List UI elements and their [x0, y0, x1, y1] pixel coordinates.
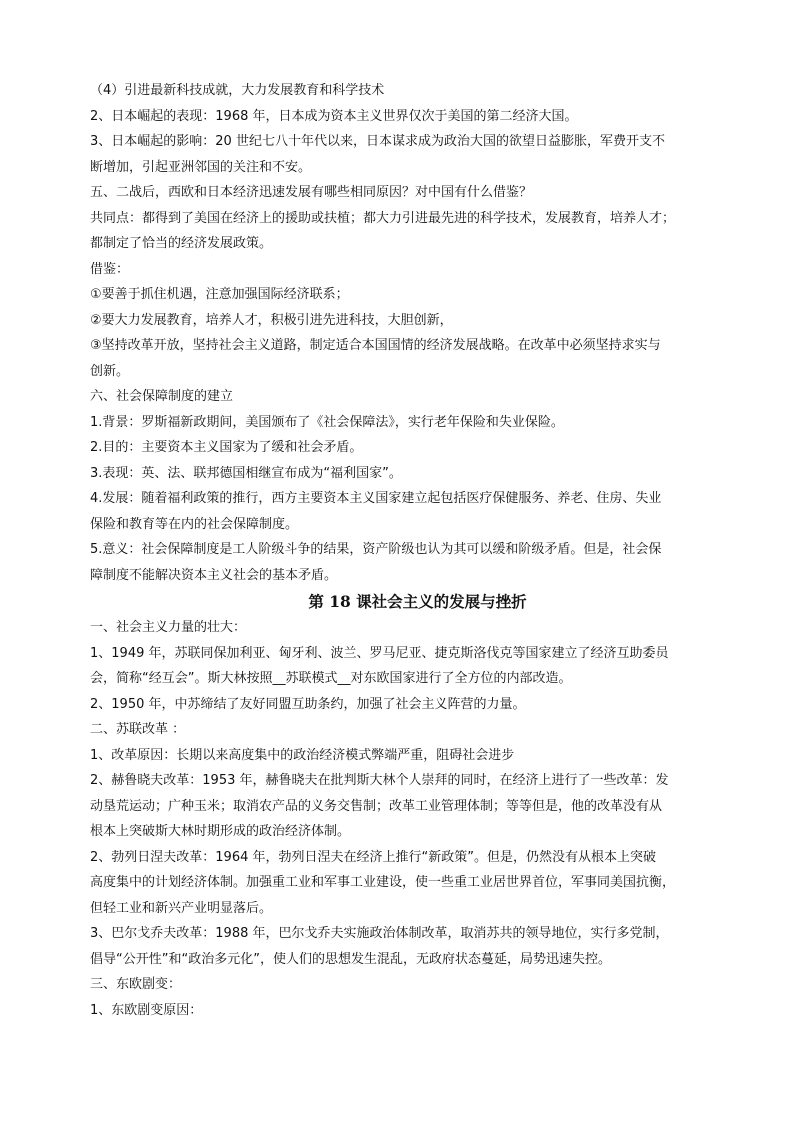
- text-line: 都制定了恰当的经济发展政策。: [90, 236, 273, 251]
- text-line: 2.目的：主要资本主义国家为了缓和社会矛盾。: [90, 440, 363, 455]
- text-line: 2、日本崛起的表现：1968 年，日本成为资本主义世界仅次于美国的第二经济大国。: [90, 108, 578, 124]
- section-heading-line: 一、社会主义力量的壮大：: [90, 620, 247, 635]
- text-line: 4.发展：随着福利政策的推行，西方主要资本主义国家建立起包括医疗保健服务、养老、住房、失业: [90, 491, 662, 506]
- text-line: 共同点：都得到了美国在经济上的援助或扶植；都大力引进最先进的科学技术，发展教育，培养人才；: [90, 210, 676, 226]
- text-line: 根本上突破斯大林时期形成的政治经济体制。: [90, 824, 351, 839]
- lesson-title: 第 18 课社会主义的发展与挫折: [308, 592, 527, 611]
- text-line: 倡导“公开性”和“政治多元化”，使人们的思想发生混乱，无政府状态蔓延，局势迅速失控。: [90, 951, 611, 967]
- text-line: 会，简称“经互会”。斯大林按照__苏联模式__对东欧国家进行了全方位的内部改造。: [90, 671, 572, 686]
- text-line: 5.意义：社会保障制度是工人阶级斗争的结果，资产阶级也认为其可以缓和阶级矛盾。但是，社会保: [90, 542, 662, 557]
- text-line: 1、1949 年，苏联同保加利亚、匈牙利、波兰、罗马尼亚、捷克斯洛伐克等国家建立了经济互助委员: [90, 645, 669, 661]
- text-line: 2、赫鲁晓夫改革：1953 年，赫鲁晓夫在批判斯大林个人崇拜的同时，在经济上进行了一些改革：发: [90, 773, 669, 788]
- text-line: 2、勃列日涅夫改革：1964 年，勃列日涅夫在经济上推行“新政策”。但是，仍然没有从根本上突破: [90, 849, 656, 865]
- text-line: 借鉴：: [90, 261, 130, 277]
- text-line: 1、改革原因：长期以来高度集中的政治经济模式弊端严重，阻碍社会进步: [90, 747, 515, 763]
- text-line: 3.表现：英、法、联邦德国相继宣布成为“福利国家”。: [90, 465, 402, 481]
- text-line: 高度集中的计划经济体制。加强重工业和军事工业建设，使一些重工业居世界首位，军事同美国抗衡，: [90, 875, 676, 890]
- text-line: 1.背景：罗斯福新政期间，美国颁布了《社会保障法》，实行老年保险和失业保险。: [90, 414, 564, 430]
- text-line: 断增加，引起亚洲邻国的关注和不安。: [90, 159, 312, 175]
- section-heading-line: 二、苏联改革 ：: [90, 722, 186, 737]
- text-line: 3、巴尔戈乔夫改革：1988 年，巴尔戈乔夫实施政治体制改革，取消苏共的领导地位，实行多党制，: [90, 926, 669, 941]
- section-heading-line: 三、东欧剧变：: [90, 977, 182, 992]
- text-line: 3、日本崛起的影响：20 世纪七八十年代以来，日本谋求成为政治大国的欲望日益膨胀，军费开支不: [90, 134, 665, 149]
- text-line: 保险和教育等在内的社会保障制度。: [90, 516, 299, 532]
- text-line: 创新。: [90, 363, 130, 379]
- section-heading-line: 六、社会保障制度的建立: [90, 389, 234, 404]
- text-line: 动垦荒运动；广种玉米；取消农产品的义务交售制；改革工业管理体制；等等但是，他的改革没有从: [90, 798, 663, 814]
- text-line: ②要大力发展教育，培养人才，积极引进先进科技，大胆创新，: [90, 312, 453, 328]
- document-page: [90, 78, 705, 1023]
- section-heading-line: 五、二战后，西欧和日本经济迅速发展有哪些相同原因？对中国有什么借鉴？: [90, 185, 533, 200]
- text-line: 1、东欧剧变原因：: [90, 1002, 203, 1018]
- text-line: 但轻工业和新兴产业明显落后。: [90, 900, 273, 916]
- text-line: ③坚持改革开放，坚持社会主义道路，制定适合本国国情的经济发展战略。在改革中必须坚持求实与: [90, 338, 661, 353]
- text-line: ①要善于抓住机遇，注意加强国际经济联系；: [90, 287, 349, 302]
- text-line: 2、1950 年，中苏缔结了友好同盟互助条约，加强了社会主义阵营的力量。: [90, 696, 526, 712]
- text-line: 障制度不能解决资本主义社会的基本矛盾。: [90, 567, 338, 583]
- text-line: （4）引进最新科技成就，大力发展教育和科学技术: [90, 83, 385, 98]
